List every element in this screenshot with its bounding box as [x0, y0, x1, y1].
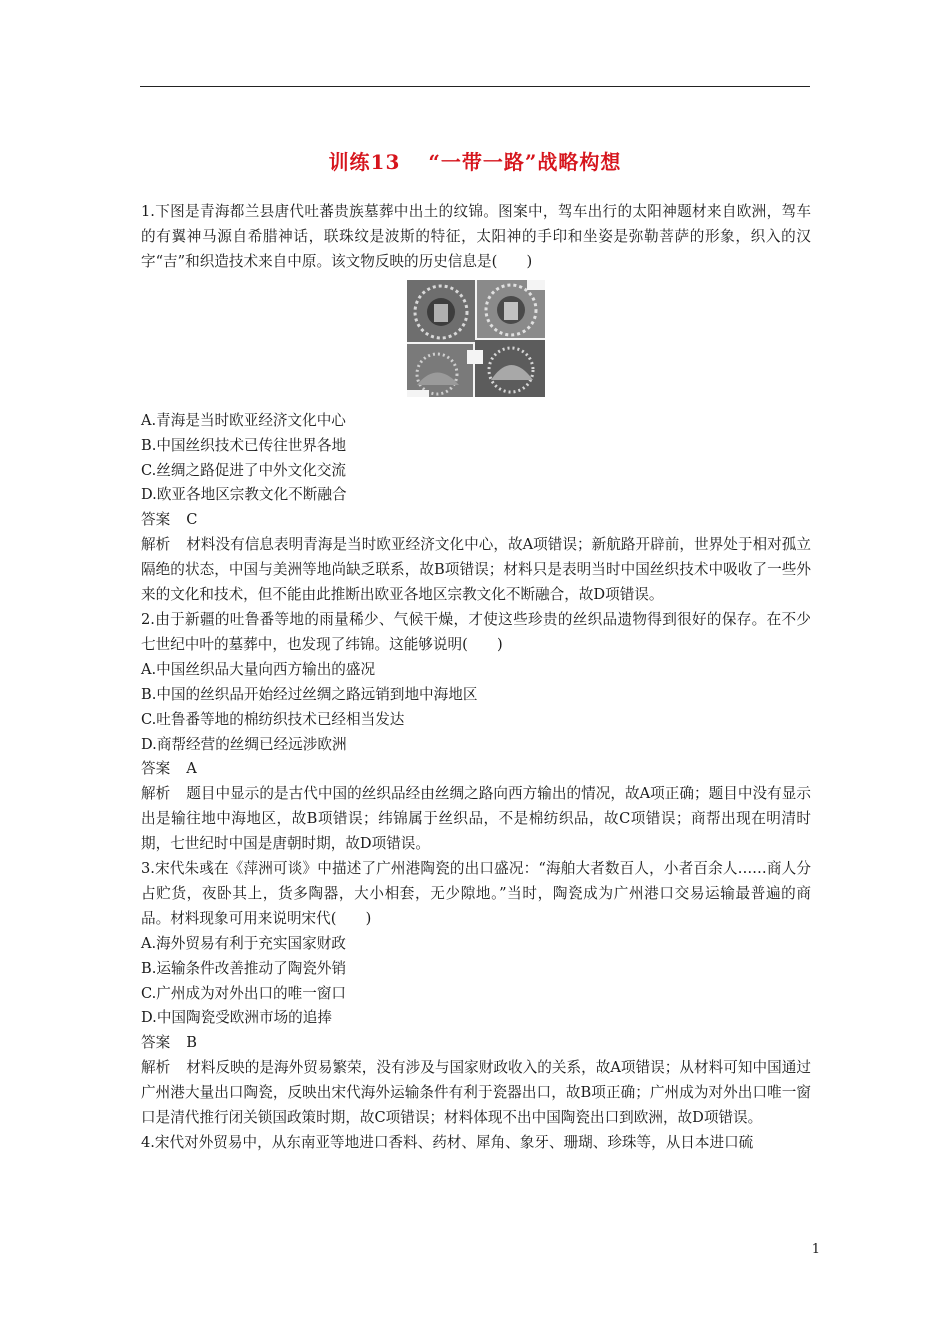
analysis-text: 题目中显示的是古代中国的丝织品经由丝绸之路向西方输出的情况，故A项正确；题目中没有显示出是输往地中海地区，故B项错误；纬锦属于丝织品，不是棉纺织品，故C项错误；商帮出现在明清时期，七世纪时中国是唐朝时期，故D项错误。 — [141, 785, 811, 853]
header-rule — [140, 86, 810, 87]
answer-label: 答案 — [141, 511, 171, 529]
title-number: 训练13 — [328, 150, 401, 174]
answer-value: C — [186, 511, 198, 529]
answer-line — [141, 757, 811, 782]
question-stem: 2.由于新疆的吐鲁番等地的雨量稀少、气候干燥，才使这些珍贵的丝织品遗物得到很好的保存。在不少七世纪中叶的墓葬中，也发现了纬锦。这能够说明( ) — [141, 610, 811, 653]
question-list — [141, 200, 811, 1156]
option-c: C.广州成为对外出口的唯一窗口 — [141, 984, 347, 1002]
option-a: A.海外贸易有利于充实国家财政 — [141, 934, 346, 952]
option-c: C.吐鲁番等地的棉纺织技术已经相当发达 — [141, 710, 405, 728]
option-d: D.欧亚各地区宗教文化不断融合 — [141, 486, 347, 504]
analysis-label: 解析 — [141, 1059, 171, 1077]
question-stem: 1.下图是青海都兰县唐代吐蕃贵族墓葬中出土的纹锦。图案中，驾车出行的太阳神题材来自欧洲，驾车的有翼神马源自希腊神话，联珠纹是波斯的特征，太阳神的手印和坐姿是弥勒菩萨的形象，织入的汉字“吉”和织造技术来自中原。该文物反映的历史信息是( ) — [141, 203, 811, 270]
analysis-line — [141, 782, 811, 857]
question-1 — [141, 200, 811, 608]
analysis-line — [141, 533, 811, 608]
option-b: B.运输条件改善推动了陶瓷外销 — [141, 959, 347, 977]
analysis-label: 解析 — [141, 536, 171, 554]
option-c: C.丝绸之路促进了中外文化交流 — [141, 461, 347, 479]
question-stem: 4.宋代对外贸易中，从东南亚等地进口香料、药材、犀角、象牙、珊瑚、珍珠等，从日本进口硫 — [141, 1134, 754, 1151]
page-title — [0, 146, 950, 175]
question-4 — [141, 1131, 811, 1156]
question-3 — [141, 857, 811, 1131]
analysis-text: 材料没有信息表明青海是当时欧亚经济文化中心，故A项错误；新航路开辟前，世界处于相对孤立隔绝的状态，中国与美洲等地尚缺乏联系，故B项错误；材料只是表明当时中国丝织技术中吸收了一些外来的文化和技术，但不能由此推断出欧亚各地区宗教文化不断融合，故D项错误。 — [141, 536, 811, 604]
answer-value: B — [186, 1034, 197, 1052]
option-a: A.青海是当时欧亚经济文化中心 — [141, 411, 346, 429]
answer-line — [141, 508, 811, 533]
option-b: B.中国的丝织品开始经过丝绸之路远销到地中海地区 — [141, 685, 478, 703]
analysis-text: 材料反映的是海外贸易繁荣，没有涉及与国家财政收入的关系，故A项错误；从材料可知中国通过广州港大量出口陶瓷，反映出宋代海外运输条件有利于瓷器出口，故B项正确；广州成为对外出口唯一窗口是清代推行闭关锁国政策时期，故C项错误；材料体现不出中国陶瓷出口到欧洲，故D项错误。 — [141, 1059, 811, 1127]
question-stem: 3.宋代朱彧在《萍洲可谈》中描述了广州港陶瓷的出口盛况：“海舶大者数百人，小者百余人……商人分占贮货，夜卧其上，货多陶器，大小相套，无少隙地。”当时，陶瓷成为广州港口交易运输最普遍的商品。材料现象可用来说明宋代( ) — [141, 860, 811, 927]
analysis-label: 解析 — [141, 785, 171, 803]
option-d: D.商帮经营的丝绸已经远涉欧洲 — [141, 735, 347, 753]
answer-label: 答案 — [141, 760, 171, 778]
answer-value: A — [186, 760, 197, 778]
analysis-line — [141, 1056, 811, 1131]
question-2 — [141, 608, 811, 857]
answer-label: 答案 — [141, 1034, 171, 1052]
option-d: D.中国陶瓷受欧洲市场的追捧 — [141, 1009, 332, 1027]
option-a: A.中国丝织品大量向西方输出的盛况 — [141, 660, 376, 678]
brocade-image — [407, 280, 545, 397]
page-number: 1 — [811, 1242, 820, 1257]
title-text: “一带一路”战略构想 — [428, 150, 622, 174]
answer-line — [141, 1031, 811, 1056]
option-b: B.中国丝织技术已传往世界各地 — [141, 436, 347, 454]
